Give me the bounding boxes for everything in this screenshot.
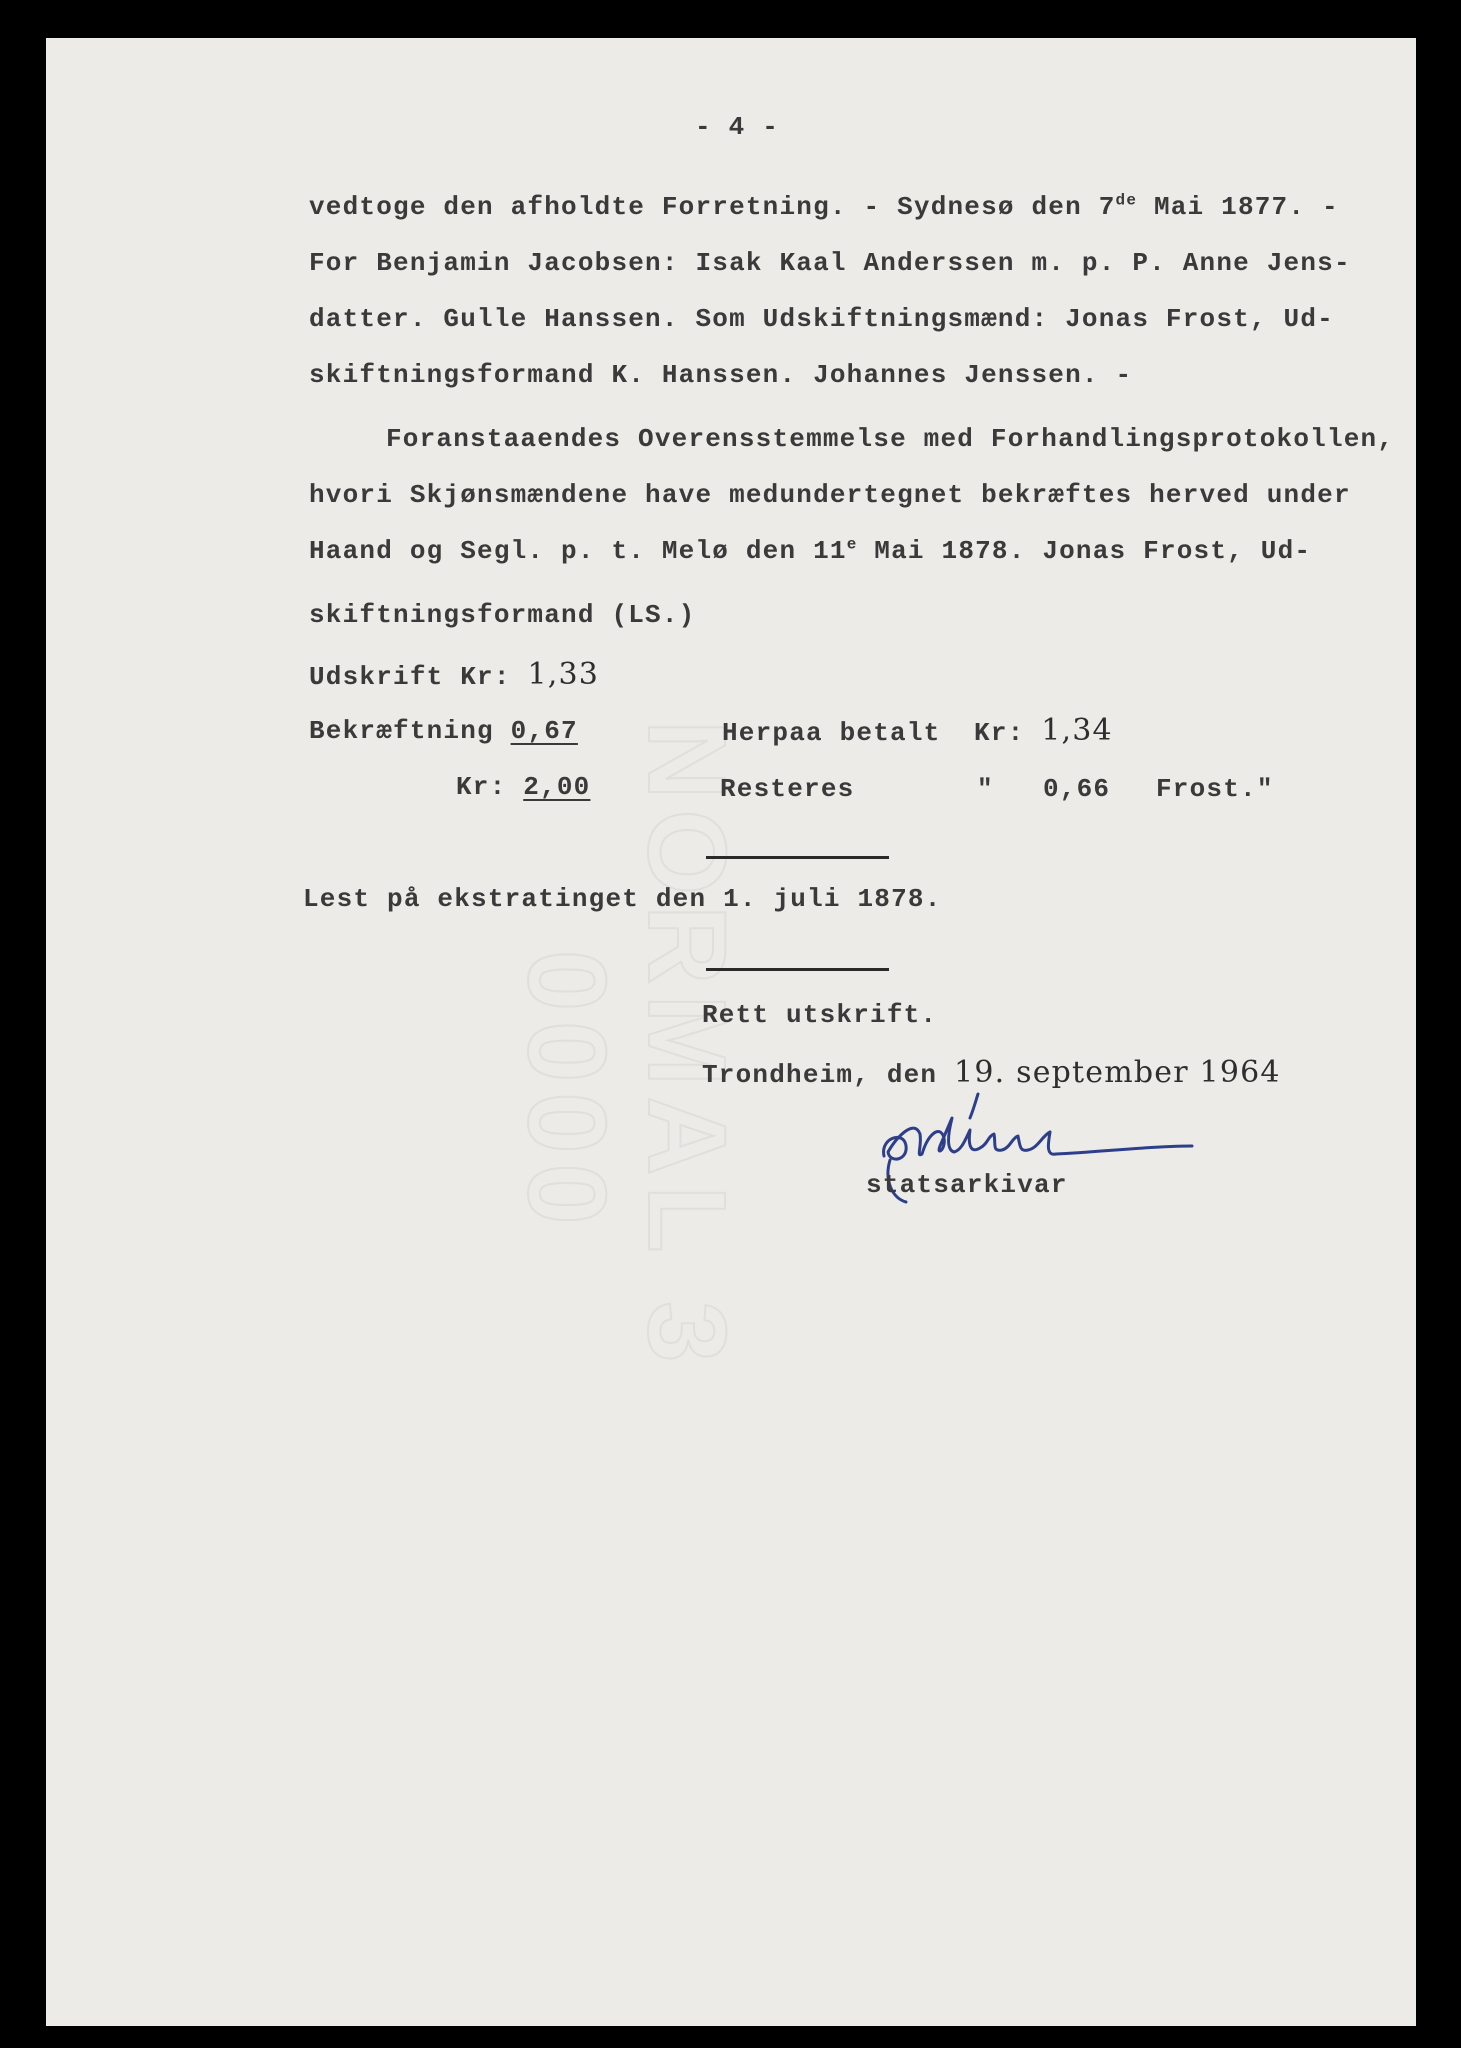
resteres-sign: Frost.": [1156, 774, 1274, 804]
text-line-6: hvori Skjønsmændene have medundertegnet bekræftes herved under: [309, 480, 1351, 510]
text-line-3: datter. Gulle Hanssen. Som Udskiftningsmænd: Jonas Frost, Ud-: [309, 304, 1334, 334]
superscript-e: e: [846, 535, 858, 554]
handwritten-signature: [870, 1090, 1210, 1220]
separator-rule-2: [706, 968, 889, 971]
place-date: Trondheim, den 19. september 1964: [702, 1055, 1281, 1090]
resteres-label: Resteres: [720, 774, 855, 804]
text-line-7: Haand og Segl. p. t. Melø den 11e Mai 1878. Jonas Frost, Ud-: [309, 535, 1312, 566]
watermark-text-2: 0000: [505, 950, 628, 1235]
text-line-2: For Benjamin Jacobsen: Isak Kaal Anderssen m. p. P. Anne Jens-: [309, 248, 1351, 278]
lest-statement: Lest på ekstratinget den 1. juli 1878.: [303, 884, 942, 914]
fee-udskrift: Udskrift Kr: 1,33: [309, 657, 600, 692]
resteres-quote: ": [977, 774, 994, 804]
herpaa-betalt: Herpaa betalt Kr: 1,34: [722, 713, 1113, 748]
watermark-text-1: NORMAL 3: [625, 720, 748, 1373]
rett-utskrift: Rett utskrift.: [702, 1000, 938, 1030]
text-line-1: vedtoge den afholdte Forretning. - Sydnesø den 7de Mai 1877. -: [309, 191, 1339, 222]
text-line-4: skiftningsformand K. Hanssen. Johannes Jenssen. -: [309, 360, 1133, 390]
fee-total: Kr: 2,00: [456, 772, 591, 802]
fee-bekraeftning: Bekræftning 0,67: [309, 716, 578, 746]
separator-rule-1: [706, 856, 889, 859]
text-line-8: skiftningsformand (LS.): [309, 600, 696, 630]
page-number: - 4 -: [695, 112, 780, 142]
signatory-title: statsarkivar: [866, 1170, 1068, 1200]
resteres-value: 0,66: [1043, 774, 1111, 804]
text-line-5: Foranstaaendes Overensstemmelse med Forhandlingsprotokollen,: [386, 424, 1395, 454]
superscript-de: de: [1115, 191, 1138, 210]
